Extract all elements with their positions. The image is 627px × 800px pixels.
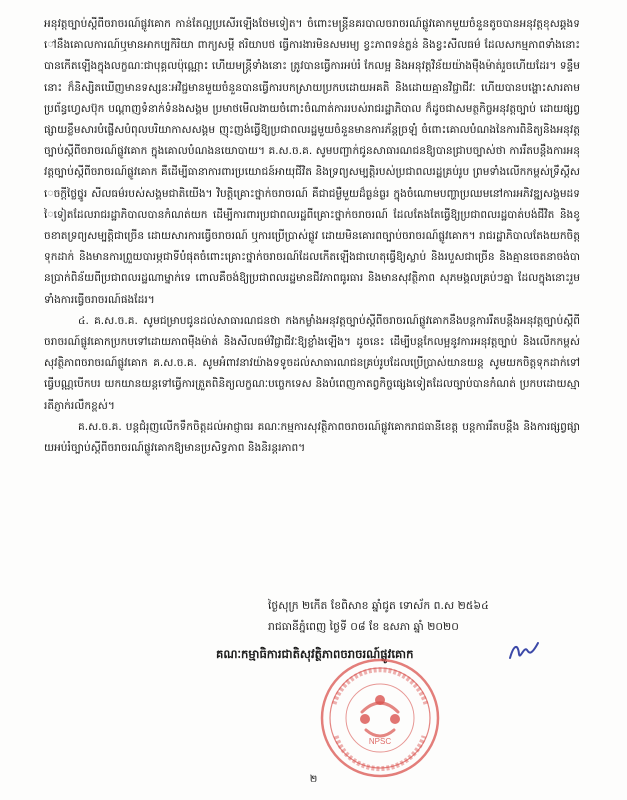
page-number: ២ <box>309 774 318 785</box>
paragraph-final: គ.ស.ច.គ. បន្តជំរុញលើកទឹកចិត្តដល់អាជ្ញាធរ គណៈកម្មការសុវត្ថិភាពចរាចរណ៍ផ្លូវគោករាជធានីខេត្ត បន្តការរឹតបន្តឹង និងការផ្សព្វផ្សាយអប់រំច្បាប់ស្តីពីចរាចរណ៍ផ្លូវគោកឱ្យមានប្រសិទ្ធភាព និងនិរន្តរភាព។ <box>44 420 580 455</box>
lunar-date: ថ្ងៃសុក្រ ២កើត ខែពិសាខ ឆ្នាំជូត ទោស័ក ព.ស ២៥៦៤ <box>268 599 489 612</box>
official-seal <box>318 656 442 780</box>
handwritten-signature <box>507 640 541 664</box>
document-body <box>44 14 580 459</box>
svg-text:NPSC: NPSC <box>368 737 392 746</box>
solar-date: រាជធានីភ្នំពេញ ថ្ងៃទី ០៨ ខែ ឧសភា ឆ្នាំ ២០២០ <box>268 620 459 633</box>
committee-signature-title: គណៈកម្មាធិការជាតិសុវត្ថិភាពចរាចរណ៍ផ្លូវគោក <box>216 647 414 661</box>
paragraph-continuation: អនុវត្តច្បាប់ស្តីពីចរាចរណ៍ផ្លូវគោក កាន់តែល្អប្រសើរឡើងថែមទៀត។ ចំពោះមន្ត្រីនគរបាលចរាចរណ៍ផ្លូវគោកមួយចំនួនតូចបានអនុវត្តខុសឆ្គងទៅនឹងគោលការណ៍ឬមានអាកប្បកិរិយា ពាក្យសម្តី ឥរិយាបថ ធ្វើការងារមិនសមរម្យ ខ្វះភាពទន់ភ្លន់ និងខ្វះសីលធម៌ ដែលសកម្មភាពទាំងនោះ បានកើតឡើងក្នុងលក្ខណៈជាបុគ្គលប៉ុណ្ណោះ ហើយមន្ត្រីទាំងនោះ ត្រូវបានធ្វើការអប់រំ កែលម្អ និងអនុវត្តវិន័យយ៉ាងម៉ឺងម៉ាត់រួចហើយដែរ។ ទន្ទឹមនោះ ក៏និស្សិតឃើញមានទស្សនៈអវិជ្ជមានមួយចំនួនបានធ្វើការបកស្រាយប្រកបដោយអគតិ និងដោយគ្មានវិជ្ជាជីវៈ ហើយបានបង្ហោះសារតាមប្រព័ន្ធហ្វេសប៊ុក បណ្តាញទំនាក់ទំនងសង្គម ប្រមាថមើលងាយចំពោះចំណាត់ការរបស់រាជរដ្ឋាភិបាល ក៏ដូចជាសមត្ថកិច្ចអនុវត្តច្បាប់ ដោយផ្សព្វផ្សាយខ្លឹមសារបំផ្លើសបំពុលបរិយាកាសសង្គម ញុះញង់ធ្វើឱ្យប្រជាពលរដ្ឋមួយចំនួនមានការភ័ន្តច្រឡំ ចំពោះគោលបំណងនៃការពិនិត្យនិងអនុវត្តច្បាប់ស្តីពីចរាចរណ៍ផ្លូវគោក ក្នុងគោលបំណងនយោបាយ។ គ.ស.ច.គ. សូមបញ្ជាក់ជូនសាធារណជនឱ្យបានជ្រាបច្បាស់ថា ការរឹតបន្តឹងការអនុវត្តច្បាប់ស្តីពីចរាចរណ៍ផ្លូវគោក គឺដើម្បីធានាការពារប្រយោជន៍អាយុជីវិត និងទ្រព្យសម្បត្តិរបស់ប្រជាពលរដ្ឋគ្រប់រូប ព្រមទាំងលើកកម្ពស់ទ្រឹស្តីសេចក្តីថ្លៃថ្នូរ សីលធម៌របស់សង្គមជាតិយើង។ វិបត្តិគ្រោះថ្នាក់ចរាចរណ៍ គឺជាជម្ងឺមួយដ៏ធ្ងន់ធ្ងរ ក្នុងចំណោមបញ្ហាប្រឈមនៅការអភិវឌ្ឍសង្គមដទៃទៀតដែលរាជរដ្ឋាភិបាលបានកំណត់យក ដើម្បីការពារប្រជាពលរដ្ឋពីគ្រោះថ្នាក់ចរាចរណ៍ ដែលតែងតែធ្វើឱ្យប្រជាពលរដ្ឋបាត់បង់ជីវិត និងខូចខាតទ្រព្យសម្បត្តិជាច្រើន ដោយសារការធ្វើចរាចរណ៍ ឬការប្រើប្រាស់ផ្លូវ ដោយមិនគោរពច្បាប់ចរាចរណ៍ផ្លូវគោក។ រាជរដ្ឋាភិបាលតែងយកចិត្តទុកដាក់ និងមានការព្រួយបារម្ភជាទីបំផុតចំពោះគ្រោះថ្នាក់ចរាចរណ៍ដែលកើតឡើងជាហេតុធ្វើឱ្យស្លាប់ និងរបួសជាច្រើន និងគ្មានចេតនាចង់បានប្រាក់ពិន័យពីប្រជាពលរដ្ឋណាម្នាក់ទេ ពោលគឺចង់ឱ្យប្រជាពលរដ្ឋមានជីវភាពធូរធារ និងមានសុវត្ថិភាព សុភមង្គលគ្រប់ៗគ្នា ដែលក្នុងនោះរួមទាំងការធ្វើចរាចរណ៍ផងដែរ។ <box>44 18 580 306</box>
paragraph-item-4: ៤. គ.ស.ច.គ. សូមជម្រាបជូនដល់សាធារណជនថា កងកម្លាំងអនុវត្តច្បាប់ស្តីពីចរាចរណ៍ផ្លូវគោកនឹងបន្តការរឹតបន្តឹងអនុវត្តច្បាប់ស្តីពីចរាចរណ៍ផ្លូវគោកប្រកបទៅដោយភាពម៉ឺងម៉ាត់ និងសីលធម៌វិជ្ជាជីវៈឱ្យខ្លាំងឡើង។ ដូចនេះ ដើម្បីបន្តកែលម្អនូវការអនុវត្តច្បាប់ និងលើកកម្ពស់សុវត្ថិភាពចរាចរណ៍ផ្លូវគោក គ.ស.ច.គ. សូមអំពាវនាវយ៉ាងទទូចដល់សាធារណជនគ្រប់រូបដែលប្រើប្រាស់យានយន្ត សូមយកចិត្តទុកដាក់ទៅធ្វើបណ្ណបើកបរ យកយានយន្តទៅធ្វើការត្រួតពិនិត្យលក្ខណៈបច្ចេកទេស និងបំពេញកាតព្វកិច្ចផ្សេងទៀតដែលច្បាប់បានកំណត់ ប្រកបដោយស្មារតីភ្ញាក់រលឹកខ្ពស់។ <box>44 314 580 412</box>
